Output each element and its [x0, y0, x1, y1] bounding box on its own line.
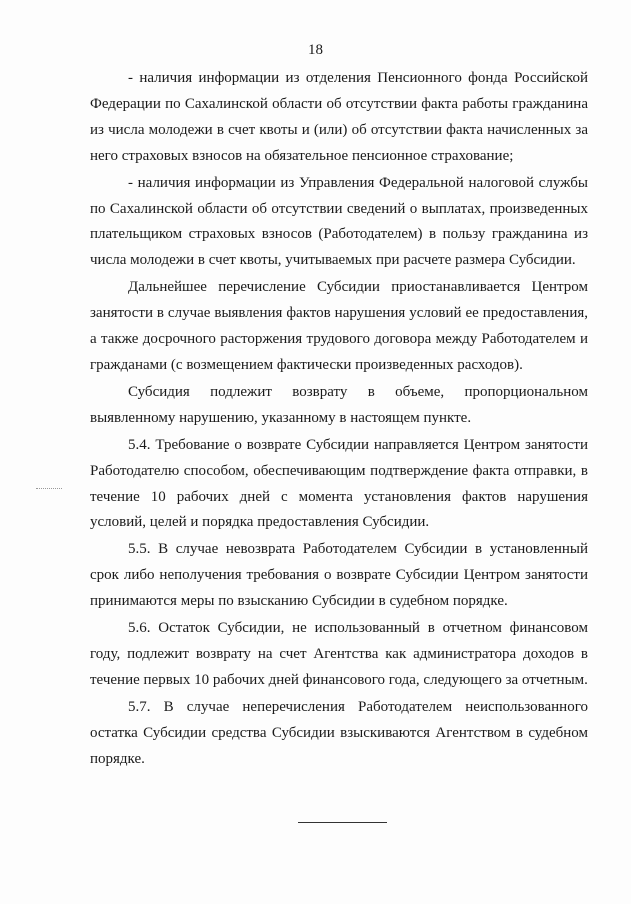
paragraph-subsidy-return: Субсидия подлежит возврату в объеме, пропорциональном выявленному нарушению, указанному в настоящем пункте. [90, 383, 588, 426]
paragraph-5-4: 5.4. Требование о возврате Субсидии направляется Центром занятости Работодателю способом, обеспечивающим подтверждение факта отправки, в течение 10 рабочих дней с момента установления фактов нарушения условий, целей и порядка предоставления Субсидии. [90, 436, 588, 531]
page-number: 18 [308, 42, 323, 58]
paragraph-5-5: 5.5. В случае невозврата Работодателем Субсидии в установленный срок либо неполучения требования о возврате Субсидии Центром занятости принимаются меры по взысканию Субсидии в судебном порядке. [90, 541, 588, 610]
paragraph-subsidy-suspension: Дальнейшее перечисление Субсидии приостанавливается Центром занятости в случае выявления фактов нарушения условий ее предоставления, а также досрочного расторжения трудового договора между Работодателем и гражданами (с возмещением фактически произведенных расходов). [90, 279, 588, 373]
scan-artifact [36, 488, 62, 489]
paragraph-tax-service-info: - наличия информации из Управления Федеральной налоговой службы по Сахалинской области об отсутствии сведений о выплатах, произведенных плательщиком страховых взносов (Работодателем) в пользу гражданина из числа молодежи в счет квоты, учитываемых при расчете размера Субсидии. [90, 174, 588, 269]
end-of-text-rule [298, 822, 387, 823]
document-body [90, 66, 588, 772]
paragraph-5-6: 5.6. Остаток Субсидии, не использованный в отчетном финансовом году, подлежит возврату на счет Агентства как администратора доходов в течение первых 10 рабочих дней финансового года, следующего за отчетным. [90, 620, 588, 688]
paragraph-pension-fund-info: - наличия информации из отделения Пенсионного фонда Российской Федерации по Сахалинской области об отсутствии факта работы гражданина из числа молодежи в счет квоты и (или) об отсутствии факта начисленных за него страховых взносов на обязательное пенсионное страхование; [90, 70, 588, 164]
paragraph-5-7: 5.7. В случае неперечисления Работодателем неиспользованного остатка Субсидии средства Субсидии взыскиваются Агентством в судебном порядке. [90, 698, 588, 767]
